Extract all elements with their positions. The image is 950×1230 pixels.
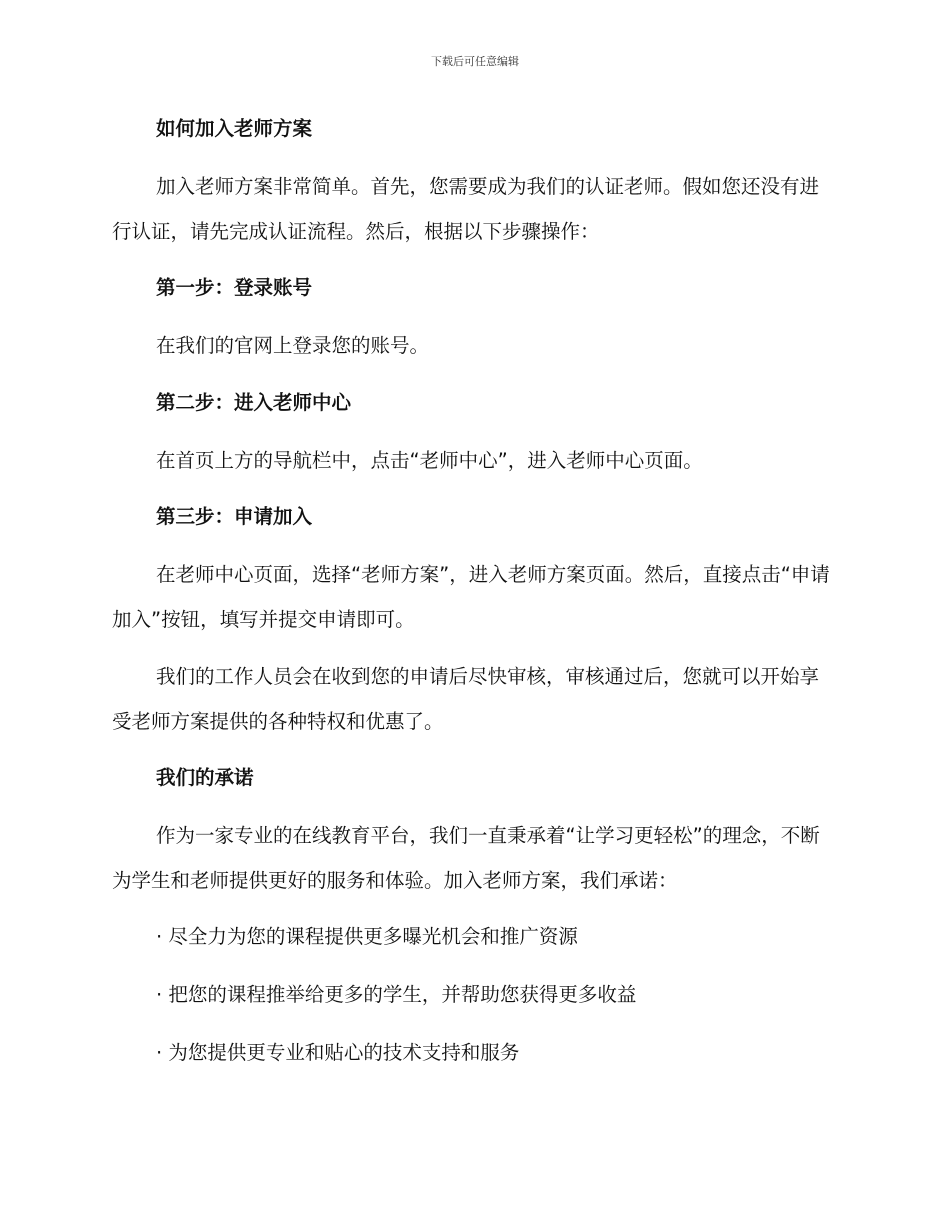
step2-paragraph: 在首页上方的导航栏中，点击“老师中心”，进入老师中心页面。: [156, 448, 703, 472]
review-paragraph: 我们的工作人员会在收到您的申请后尽快审核，审核通过后，您就可以开始享受老师方案提供的各种特权和优惠了。: [112, 665, 820, 733]
section-title-join: 如何加入老师方案: [156, 117, 313, 140]
section-title-promise: 我们的承诺: [156, 766, 254, 789]
step1-paragraph: 在我们的官网上登录您的账号。: [156, 334, 430, 357]
promise-bullet-1: · 尽全力为您的课程提供更多曝光机会和推广资源: [156, 925, 578, 948]
step3-title: 第三步：申请加入: [156, 505, 313, 528]
promise-bullet-3: · 为您提供更专业和贴心的技术支持和服务: [156, 1041, 520, 1064]
document-body: [112, 108, 832, 1090]
intro-paragraph: 加入老师方案非常简单。首先，您需要成为我们的认证老师。假如您还没有进行认证，请先完成认证流程。然后，根据以下步骤操作：: [112, 175, 820, 243]
step1-title: 第一步：登录账号: [156, 276, 313, 299]
step2-title: 第二步：进入老师中心: [156, 390, 352, 414]
step3-paragraph: 在老师中心页面，选择“老师方案”，进入老师方案页面。然后，直接点击“申请加入”按钮，填写并提交申请即可。: [112, 563, 830, 631]
page-header: 下载后可任意编辑: [431, 55, 519, 68]
promise-intro-paragraph: 作为一家专业的在线教育平台，我们一直秉承着“让学习更轻松”的理念，不断为学生和老师提供更好的服务和体验。加入老师方案，我们承诺：: [112, 824, 820, 892]
promise-bullet-2: · 把您的课程推举给更多的学生，并帮助您获得更多收益: [156, 983, 637, 1006]
